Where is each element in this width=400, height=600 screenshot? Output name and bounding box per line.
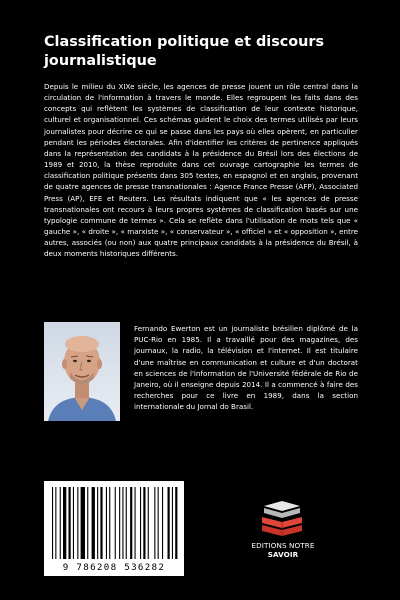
book-title: Classification politique et discours journalistique: [44, 34, 325, 69]
publisher-name-bold: SAVOIR: [267, 550, 299, 559]
publisher-name: [238, 541, 328, 559]
stacked-books-logo-icon: [256, 500, 308, 538]
author-portrait-icon: [44, 322, 120, 421]
author-bio: Fernando Ewerton est un journaliste brésilien diplômé de la PUC-Rio en 1985. Il a travaillé pour des magazines, des journaux, la radio, la télévision et l'internet. Il est titulaire d'une maîtrise en communication et culture et d'un doctorat en sciences de l'information de l'Université fédérale de Rio de Janeiro, où il enseigne depuis 2014. Il a commencé à faire des recherches pour ce livre en 1989, dans la section internationale du Jornal do Brasil.: [134, 324, 358, 412]
author-photo: [44, 322, 120, 421]
barcode-bars: [50, 487, 178, 559]
isbn-barcode: [44, 481, 184, 576]
publisher-name-regular: EDITIONS NOTRE: [251, 541, 315, 550]
book-description: Depuis le milieu du XIXe siècle, les agences de presse jouent un rôle central dans la circulation de l'information à travers le monde. Elles regroupent les faits dans des concepts qui reflètent les systèmes de classification de leur contexte historique, culturel et organisationnel. Ces schémas guident le choix des termes utilisés par leurs journalistes pour décrire ce qui se passe dans les pays où elles opèrent, en particulier pendant les périodes électorales. Afin d'identifier les critères de pertinence appliqués dans la représentation des candidats à la présidence du Brésil lors des élections de 1989 et 2010, la thèse reproduite dans cet ouvrage cartographie les termes de classification politique présents dans 305 textes, en espagnol et en anglais, provenant de quatre agences de presse transnationales : Agence France Presse (AFP), Associated Press (AP), EFE et Reuters. Les résultats indiquent que « les agences de presse transnationales ont recours à leurs propres systèmes de classification basés sur une typologie commune de termes ». Cela se reflète dans l'utilisation de mots tels que « gauche », « droite », « marxiste », « conservateur », « officiel » et « opposition », entre autres, associés (ou non) aux quatre principaux candidats à la présidence du Brésil, à deux moments historiques différents.: [44, 82, 358, 259]
isbn-number: 9 786208 536282: [62, 562, 166, 573]
